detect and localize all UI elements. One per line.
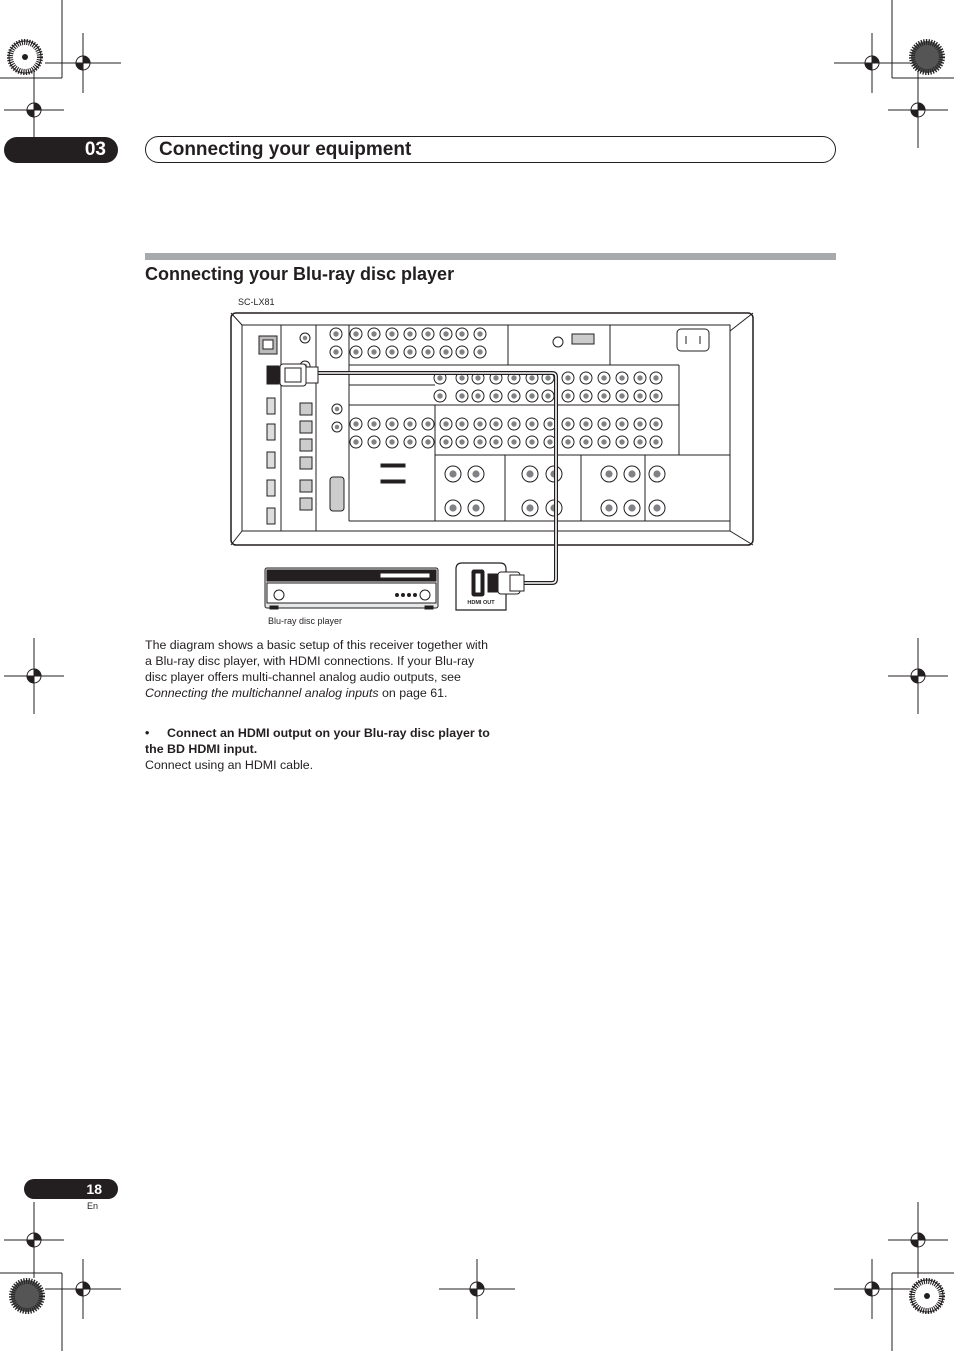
rca-jack-core-icon	[619, 375, 624, 380]
cross-reference-link[interactable]: Connecting the multichannel analog inputs	[145, 686, 379, 700]
registration-disc-icon	[911, 1280, 943, 1312]
player-caption: Blu-ray disc player	[268, 616, 343, 626]
hdmi-out-label: HDMI OUT	[467, 600, 495, 606]
rca-jack-core-icon	[353, 421, 358, 426]
rca-jack-core-icon	[511, 421, 516, 426]
rca-jack-core-icon	[583, 439, 588, 444]
rca-jack-core-icon	[472, 470, 479, 477]
rca-jack-core-icon	[637, 375, 642, 380]
rca-jack-core-icon	[477, 349, 482, 354]
rca-jack-core-icon	[389, 349, 394, 354]
language-label: En	[87, 1201, 99, 1211]
rca-jack-core-icon	[605, 470, 612, 477]
rca-jack-core-icon	[437, 375, 442, 380]
rca-jack-core-icon	[526, 504, 533, 511]
rca-jack-core-icon	[583, 375, 588, 380]
rca-jack-core-icon	[459, 393, 464, 398]
rca-jack-core-icon	[493, 393, 498, 398]
rca-jack-core-icon	[437, 393, 442, 398]
rca-jack-core-icon	[475, 393, 480, 398]
rca-jack-core-icon	[459, 421, 464, 426]
rca-jack-core-icon	[637, 439, 642, 444]
rca-jack-core-icon	[547, 439, 552, 444]
rca-jack-core-icon	[511, 439, 516, 444]
rca-jack-core-icon	[628, 470, 635, 477]
rca-jack-core-icon	[425, 331, 430, 336]
rca-jack-core-icon	[565, 421, 570, 426]
rca-jack-core-icon	[511, 375, 516, 380]
rca-jack-core-icon	[459, 439, 464, 444]
rca-jack-core-icon	[493, 375, 498, 380]
rca-jack-core-icon	[449, 504, 456, 511]
hdmi-plug-icon	[488, 572, 524, 594]
receiver-model-label: SC-LX81	[238, 297, 275, 307]
rca-jack-core-icon	[628, 504, 635, 511]
rca-jack-core-icon	[601, 421, 606, 426]
rca-jack-core-icon	[475, 375, 480, 380]
section-title: Connecting your Blu-ray disc player	[145, 264, 455, 284]
rca-jack-core-icon	[545, 375, 550, 380]
rca-jack-core-icon	[335, 407, 340, 412]
rca-jack-core-icon	[565, 375, 570, 380]
rca-jack-core-icon	[477, 331, 482, 336]
rca-jack-core-icon	[653, 470, 660, 477]
rca-jack-core-icon	[529, 439, 534, 444]
rca-jack-core-icon	[472, 504, 479, 511]
rca-jack-core-icon	[653, 439, 658, 444]
rca-jack-core-icon	[353, 331, 358, 336]
rca-jack-core-icon	[407, 349, 412, 354]
intro-paragraph	[145, 637, 490, 701]
rca-jack-core-icon	[443, 349, 448, 354]
rca-jack-core-icon	[425, 421, 430, 426]
rca-jack-core-icon	[443, 331, 448, 336]
bullet-instruction	[145, 725, 490, 757]
rca-jack-core-icon	[371, 421, 376, 426]
rca-jack-core-icon	[637, 393, 642, 398]
rca-jack-core-icon	[545, 393, 550, 398]
rca-jack-core-icon	[601, 375, 606, 380]
rca-jack-core-icon	[653, 375, 658, 380]
rca-jack-core-icon	[303, 336, 308, 341]
hdmi-plug-icon	[267, 364, 318, 386]
rca-jack-core-icon	[407, 331, 412, 336]
rca-jack-core-icon	[601, 393, 606, 398]
bullet-icon: •	[145, 726, 150, 740]
rca-jack-core-icon	[653, 421, 658, 426]
rca-jack-core-icon	[493, 421, 498, 426]
bullet-detail: Connect using an HDMI cable.	[145, 758, 314, 772]
rca-jack-core-icon	[459, 375, 464, 380]
rca-jack-core-icon	[619, 439, 624, 444]
rca-jack-core-icon	[371, 349, 376, 354]
rca-jack-core-icon	[601, 439, 606, 444]
page-number: 18	[24, 1179, 118, 1199]
rca-jack-core-icon	[407, 421, 412, 426]
rca-jack-core-icon	[449, 470, 456, 477]
rca-jack-core-icon	[619, 393, 624, 398]
rca-jack-core-icon	[477, 439, 482, 444]
rca-jack-core-icon	[333, 349, 338, 354]
rca-jack-core-icon	[459, 331, 464, 336]
rca-jack-core-icon	[425, 439, 430, 444]
rca-jack-core-icon	[653, 504, 660, 511]
rca-jack-core-icon	[526, 470, 533, 477]
rca-jack-core-icon	[353, 439, 358, 444]
registration-disc-icon	[9, 41, 41, 73]
rca-jack-core-icon	[529, 421, 534, 426]
rca-jack-core-icon	[371, 331, 376, 336]
rca-jack-core-icon	[565, 393, 570, 398]
rca-jack-core-icon	[529, 375, 534, 380]
rca-jack-core-icon	[605, 504, 612, 511]
rca-jack-core-icon	[529, 393, 534, 398]
rca-jack-core-icon	[407, 439, 412, 444]
rca-jack-core-icon	[389, 331, 394, 336]
chapter-title: Connecting your equipment	[145, 136, 836, 163]
rca-jack-core-icon	[583, 393, 588, 398]
rca-jack-core-icon	[565, 439, 570, 444]
rca-jack-core-icon	[547, 421, 552, 426]
rca-jack-core-icon	[335, 425, 340, 430]
rca-jack-core-icon	[443, 421, 448, 426]
rca-jack-core-icon	[443, 439, 448, 444]
chapter-number: 03	[4, 137, 118, 163]
bullet-bold-text: Connect an HDMI output on your Blu-ray disc player to the BD HDMI input.	[145, 726, 490, 756]
rca-jack-core-icon	[389, 439, 394, 444]
paragraph-text: The diagram shows a basic setup of this receiver together with a Blu-ray disc player, with HDMI connections. If your Blu-ray disc player offers multi-channel analog audio outputs, see	[145, 638, 488, 684]
rca-jack-core-icon	[353, 349, 358, 354]
registration-disc-icon	[911, 41, 943, 73]
paragraph-end: on page 61.	[378, 686, 448, 700]
registration-disc-icon	[11, 1280, 43, 1312]
bluray-player	[265, 568, 438, 609]
rca-jack-core-icon	[619, 421, 624, 426]
rca-jack-core-icon	[477, 421, 482, 426]
rca-jack-core-icon	[333, 331, 338, 336]
rca-jack-core-icon	[425, 349, 430, 354]
rca-jack-core-icon	[511, 393, 516, 398]
rca-jack-core-icon	[371, 439, 376, 444]
rca-jack-core-icon	[583, 421, 588, 426]
rca-jack-core-icon	[389, 421, 394, 426]
rca-jack-core-icon	[653, 393, 658, 398]
rca-jack-core-icon	[637, 421, 642, 426]
section-rule	[145, 253, 836, 260]
rca-jack-core-icon	[493, 439, 498, 444]
rca-jack-core-icon	[459, 349, 464, 354]
